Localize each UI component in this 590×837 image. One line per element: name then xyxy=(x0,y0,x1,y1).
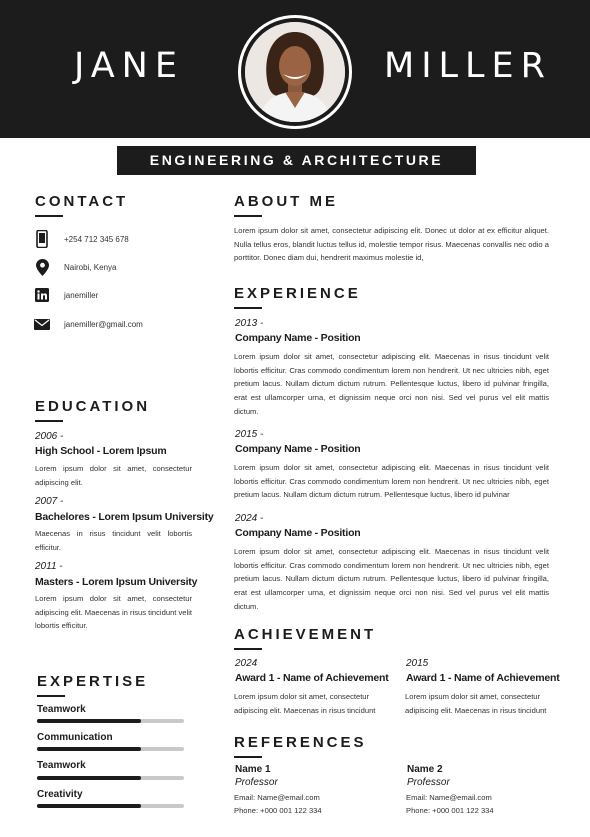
skill-label: Teamwork xyxy=(37,704,86,715)
contact-phone xyxy=(34,230,129,248)
education-desc: Lorem ipsum dolor sit amet, consectetur adipiscing elit. Maecenas in risus tincidunt velit lobortis efficitur. xyxy=(35,594,193,631)
mail-icon xyxy=(34,316,50,332)
experience-year: 2015 - xyxy=(235,429,264,440)
education-year: 2006 - xyxy=(35,431,64,442)
education-divider xyxy=(35,420,63,422)
education-year: 2007 - xyxy=(35,496,64,507)
skill-bar xyxy=(37,747,184,751)
contact-email[interactable] xyxy=(34,315,143,333)
experience-title: Company Name - Position xyxy=(235,332,361,344)
expertise-divider xyxy=(37,695,65,697)
skill-label: Communication xyxy=(37,732,113,743)
achievement-desc: Lorem ipsum dolor sit amet, consectetur adipiscing elit. Maecenas in risus tincidunt xyxy=(234,692,376,715)
skill-bar xyxy=(37,804,184,808)
experience-title: Company Name - Position xyxy=(235,527,361,539)
experience-heading: EXPERIENCE xyxy=(234,285,361,302)
experience-divider xyxy=(234,307,262,309)
education-title: Bachelores - Lorem Ipsum University xyxy=(35,511,214,523)
profile-photo xyxy=(245,22,345,122)
skill-bar xyxy=(37,719,184,723)
reference-phone: Phone: +000 001 122 334 xyxy=(406,806,494,815)
achievement-title: Award 1 - Name of Achievement xyxy=(235,672,389,684)
education-heading: EDUCATION xyxy=(35,398,151,415)
reference-name: Name 2 xyxy=(407,764,443,775)
about-text: Lorem ipsum dolor sit amet, consectetur adipiscing elit. Donec ut dolor at ex efficitur aliquet. Nulla tellus eros, blandit luctus tellus id, molestie tempor risus. Maecenas convallis nec odio a porttitor. Donec diam dui, hendrerit maximus molestie id, xyxy=(234,226,549,263)
linkedin-icon xyxy=(34,287,50,303)
skill-label: Creativity xyxy=(37,789,83,800)
person-portrait-icon xyxy=(245,22,345,122)
last-name: MILLER xyxy=(384,46,552,86)
skill-bar-fill xyxy=(37,719,141,723)
education-year: 2011 - xyxy=(35,561,63,572)
experience-desc: Lorem ipsum dolor sit amet, consectetur adipiscing elit. Maecenas in risus tincidunt velit lobortis efficitur. Cras commodo condimentum lorem non hendrerit. Ut nec ultricies nibh, eget pretium lacus. Nullam dictum dictum rutrum. Pellentesque luctus, libero id pulvinar xyxy=(234,463,549,500)
skill-bar-fill xyxy=(37,804,141,808)
contact-heading: CONTACT xyxy=(35,193,129,210)
experience-desc: Lorem ipsum dolor sit amet, consectetur adipiscing elit. Maecenas in risus tincidunt velit lobortis efficitur. Cras commodo condimentum lorem non hendrerit. Ut nec ultricies nibh, eget pretium lacus. Nullam dictum dictum rutrum. Pellentesque luctus, libero id pulvinar fringilla, erat est ullamcorper urna, et dignissim neque orci non nisi. Sed vel purus vel elit mattis dictum. xyxy=(234,547,549,611)
expertise-heading: EXPERTISE xyxy=(37,673,149,690)
achievement-year: 2015 xyxy=(406,658,429,669)
about-divider xyxy=(234,215,262,217)
contact-location-text: Nairobi, Kenya xyxy=(64,262,117,272)
reference-name: Name 1 xyxy=(235,764,271,775)
achievement-year: 2024 xyxy=(235,658,258,669)
location-pin-icon xyxy=(34,259,50,275)
contact-phone-text: +254 712 345 678 xyxy=(64,234,129,244)
first-name: JANE xyxy=(74,46,184,86)
achievement-divider xyxy=(234,648,262,650)
experience-year: 2024 - xyxy=(235,513,264,524)
experience-desc: Lorem ipsum dolor sit amet, consectetur adipiscing elit. Maecenas in risus tincidunt velit lobortis efficitur. Cras commodo condimentum lorem non hendrerit. Ut nec ultricies nibh, eget pretium lacus. Nullam dictum dictum rutrum. Pellentesque luctus, libero id pulvinar fringilla, erat est ullamcorper urna, et dignissim neque orci non nisi. Sed vel purus vel elit mattis dictum. xyxy=(234,352,549,416)
education-title: High School - Lorem Ipsum xyxy=(35,445,167,457)
reference-phone: Phone: +000 001 122 334 xyxy=(234,806,322,815)
education-desc: Maecenas in risus tincidunt velit lobortis efficitur. xyxy=(35,529,192,552)
achievement-heading: ACHIEVEMENT xyxy=(234,626,377,643)
profession-banner: ENGINEERING & ARCHITECTURE xyxy=(117,146,476,175)
reference-email[interactable]: Email: Name@email.com xyxy=(406,793,492,802)
skill-bar-fill xyxy=(37,747,141,751)
contact-location xyxy=(34,258,116,276)
phone-icon xyxy=(34,231,50,247)
contact-linkedin[interactable] xyxy=(34,286,98,304)
skill-bar-fill xyxy=(37,776,141,780)
achievement-title: Award 1 - Name of Achievement xyxy=(406,672,560,684)
reference-role: Professor xyxy=(407,777,450,788)
header-banner xyxy=(0,0,590,138)
skill-bar xyxy=(37,776,184,780)
contact-email-text: janemiller@gmail.com xyxy=(64,319,143,329)
skill-label: Teamwork xyxy=(37,760,86,771)
education-desc: Lorem ipsum dolor sit amet, consectetur adipiscing elit. xyxy=(35,464,192,487)
contact-divider xyxy=(35,215,63,217)
reference-email[interactable]: Email: Name@email.com xyxy=(234,793,320,802)
experience-title: Company Name - Position xyxy=(235,443,361,455)
experience-year: 2013 - xyxy=(235,318,264,329)
references-heading: REFERENCES xyxy=(234,734,367,751)
profile-photo-frame xyxy=(238,15,352,129)
about-heading: ABOUT ME xyxy=(234,193,338,210)
achievement-desc: Lorem ipsum dolor sit amet, consectetur adipiscing elit. Maecenas in risus tincidunt xyxy=(405,692,547,715)
reference-role: Professor xyxy=(235,777,278,788)
education-title: Masters - Lorem Ipsum University xyxy=(35,576,198,588)
contact-linkedin-text: janemiller xyxy=(64,290,99,300)
references-divider xyxy=(234,756,262,758)
